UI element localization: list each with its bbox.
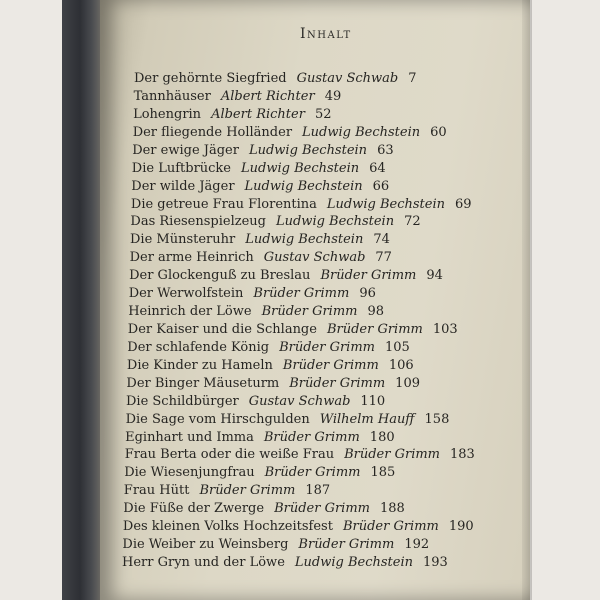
toc-entry — [132, 143, 393, 159]
toc-entry-author: Wilhelm Hauff — [319, 411, 415, 427]
toc-entry — [127, 358, 414, 374]
toc-entry-title: Die Wiesenjungfrau — [124, 465, 255, 481]
toc-entry-author: Ludwig Bechstein — [248, 142, 368, 158]
toc-entry-title: Die Weiber zu Weinsberg — [122, 537, 289, 553]
toc-entry-title: Die Kinder zu Hameln — [126, 357, 273, 373]
toc-entry — [133, 107, 331, 123]
toc-entry-title: Die getreue Frau Florentina — [130, 196, 317, 212]
toc-entry — [124, 465, 395, 481]
toc-entry — [131, 197, 472, 213]
toc-entry-page-number: 94 — [426, 268, 443, 284]
toc-entry-page-number: 185 — [370, 465, 396, 481]
toc-entry-author: Albert Richter — [220, 88, 315, 104]
toc-entry-title: Frau Berta oder die weiße Frau — [124, 447, 335, 463]
toc-entry-title: Der fliegende Holländer — [132, 124, 293, 140]
toc-entry-author: Ludwig Bechstein — [294, 555, 413, 570]
toc-entry — [128, 304, 384, 320]
toc-entry-page-number: 188 — [379, 501, 405, 517]
toc-entry-title: Die Schildbürger — [126, 393, 239, 409]
toc-entry — [134, 71, 417, 87]
toc-entry — [122, 555, 448, 571]
toc-entry-page-number: 187 — [305, 483, 331, 499]
toc-entry-title: Der Binger Mäuseturm — [126, 375, 280, 391]
toc-entry-page-number: 106 — [388, 357, 414, 373]
toc-entry — [129, 286, 376, 302]
toc-entry-author: Ludwig Bechstein — [245, 232, 364, 248]
toc-entry-page-number: 64 — [369, 160, 386, 176]
toc-entry — [127, 340, 410, 356]
toc-entry-page-number: 66 — [372, 178, 390, 194]
toc-entry-author: Brüder Grimm — [253, 286, 350, 302]
toc-entry-page-number: 183 — [450, 447, 475, 463]
toc-entry-page-number: 103 — [432, 322, 458, 337]
toc-entry-page-number: 49 — [324, 88, 342, 104]
toc-entry-page-number: 52 — [314, 106, 332, 122]
page-heading: Inhalt — [300, 26, 352, 42]
toc-entry — [129, 268, 443, 284]
toc-entry — [130, 232, 390, 248]
toc-entry-author: Brüder Grimm — [282, 357, 379, 373]
toc-entry — [123, 519, 474, 535]
toc-entry-page-number: 105 — [384, 339, 410, 355]
toc-entry — [126, 376, 420, 392]
toc-entry-page-number: 96 — [359, 286, 376, 302]
toc-entry-page-number: 180 — [369, 429, 395, 445]
toc-entry-author: Brüder Grimm — [279, 339, 375, 355]
toc-entry-author: Gustav Schwab — [263, 250, 366, 266]
toc-entry-page-number: 69 — [455, 196, 472, 212]
toc-entry-page-number: 74 — [373, 232, 390, 248]
toc-entry-page-number: 109 — [395, 375, 420, 391]
toc-entry-page-number: 158 — [424, 411, 450, 427]
toc-entry-title: Frau Hütt — [123, 483, 190, 499]
toc-entry-page-number: 60 — [430, 124, 447, 140]
toc-entry — [126, 412, 450, 428]
toc-entry-title: Die Münsteruhr — [130, 232, 236, 248]
toc-entry-author: Brüder Grimm — [264, 465, 361, 481]
toc-entry — [131, 179, 389, 195]
toc-entry-author: Ludwig Bechstein — [326, 196, 446, 212]
toc-entry — [125, 430, 395, 446]
toc-entry-title: Der gehörnte Siegfried — [134, 71, 287, 86]
toc-entry-author: Ludwig Bechstein — [241, 160, 360, 176]
toc-entry-title: Das Riesenspielzeug — [130, 214, 266, 230]
toc-entry-author: Brüder Grimm — [326, 322, 423, 337]
toc-entry-page-number: 98 — [367, 304, 385, 319]
toc-entry-author: Ludwig Bechstein — [244, 178, 363, 194]
toc-entry-title: Die Luftbrücke — [131, 160, 232, 176]
toc-entry-author: Brüder Grimm — [289, 375, 386, 391]
toc-entry — [134, 89, 342, 105]
toc-entry-page-number: 110 — [360, 393, 386, 409]
toc-entry-author: Brüder Grimm — [320, 268, 417, 284]
toc-entry-title: Der wilde Jäger — [131, 178, 235, 194]
toc-entry-page-number: 63 — [377, 142, 394, 158]
toc-entry-page-number: 192 — [404, 537, 430, 553]
toc-entry — [130, 250, 392, 266]
toc-entry-title: Der Werwolfstein — [128, 286, 244, 302]
toc-entry-author: Gustav Schwab — [296, 71, 399, 86]
toc-entry — [126, 394, 385, 410]
toc-entry — [130, 214, 420, 230]
toc-entry — [128, 322, 458, 338]
toc-entry-title: Der Glockenguß zu Breslau — [129, 268, 311, 284]
toc-entry-title: Der schlafende König — [127, 339, 270, 355]
toc-entry-author: Brüder Grimm — [261, 304, 358, 319]
toc-entry-page-number: 7 — [408, 71, 417, 86]
toc-entry-title: Tannhäuser — [133, 88, 211, 104]
toc-entry-author: Albert Richter — [211, 106, 305, 122]
toc-entry-title: Des kleinen Volks Hochzeitsfest — [122, 519, 333, 535]
toc-entry-title: Eginhart und Imma — [125, 429, 254, 445]
toc-entry — [122, 537, 429, 553]
toc-entry-author: Brüder Grimm — [342, 519, 439, 535]
toc-entry — [132, 161, 386, 177]
toc-entry-title: Heinrich der Löwe — [128, 304, 252, 319]
toc-entry-title: Lohengrin — [133, 106, 202, 122]
toc-entry-page-number: 72 — [404, 214, 421, 230]
toc-entry-title: Der ewige Jäger — [132, 142, 239, 158]
toc-entry-author: Brüder Grimm — [298, 537, 395, 553]
toc-entry-author: Brüder Grimm — [274, 501, 370, 517]
toc-entry-title: Der arme Heinrich — [129, 250, 254, 266]
toc-entry-page-number: 190 — [448, 519, 474, 535]
toc-entry-author: Gustav Schwab — [248, 393, 351, 409]
toc-entry-title: Der Kaiser und die Schlange — [127, 322, 317, 337]
toc-entry-page-number: 193 — [422, 555, 448, 570]
toc-entry-title: Die Sage vom Hirschgulden — [125, 411, 310, 427]
toc-entry-page-number: 77 — [375, 250, 392, 266]
toc-entry-author: Ludwig Bechstein — [275, 214, 395, 230]
toc-entry — [123, 501, 405, 517]
toc-entry-author: Brüder Grimm — [344, 447, 441, 463]
toc-entry-title: Die Füße der Zwerge — [123, 501, 265, 517]
toc-entry — [124, 483, 330, 499]
toc-entry-author: Brüder Grimm — [199, 483, 296, 499]
toc-entry — [125, 447, 475, 463]
toc-entry-author: Ludwig Bechstein — [302, 124, 421, 140]
toc-entry-title: Herr Gryn und der Löwe — [122, 555, 285, 570]
toc-entry — [133, 125, 447, 141]
toc-entry-author: Brüder Grimm — [263, 429, 360, 445]
